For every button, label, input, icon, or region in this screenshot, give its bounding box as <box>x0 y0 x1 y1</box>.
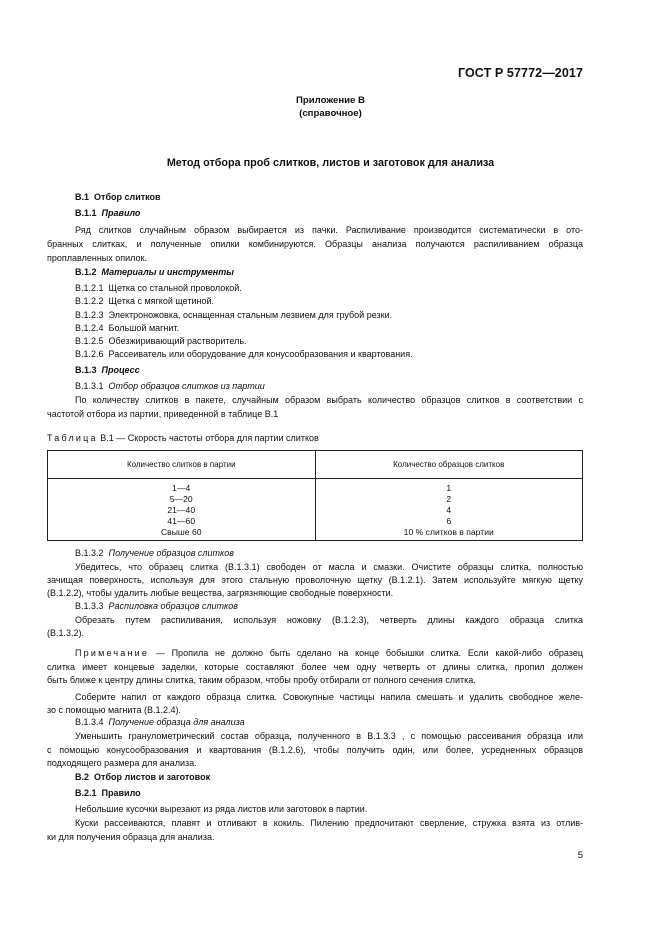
section-b21 <box>75 787 141 799</box>
section-title: Правило <box>101 788 141 798</box>
section-b11 <box>75 207 140 219</box>
tool-number: В.1.2.4 <box>75 323 104 333</box>
table-caption-text: В.1 — Скорость частоты отбора для партии слитков <box>100 433 319 443</box>
cell-value: 1 <box>446 483 452 493</box>
tool-text: Рассеиватель или оборудование для конусообразования и квартования. <box>108 349 413 359</box>
section-number: В.1.3.2 <box>75 548 104 558</box>
note-label: Примечание <box>75 648 150 658</box>
note-line: быть ближе к центру длины слитка, таким образом, чтобы пробу отбирали от полного сечения слитка. <box>47 675 476 685</box>
para-line: с помощью конусообразования и квартования (В.1.2.6), чтобы получить один, или более, усредненных образцов <box>47 745 583 755</box>
section-b133 <box>75 600 238 612</box>
cell-value: 10 % слитков в партии <box>403 527 494 537</box>
sampling-table <box>47 450 583 541</box>
section-b13 <box>75 364 140 376</box>
tool-item <box>75 295 214 307</box>
cell-value: 41—60 <box>167 516 196 526</box>
section-title: Процесс <box>101 365 140 375</box>
tool-number: В.1.2.2 <box>75 296 104 306</box>
para-line: Убедитесь, что образец слитка (В.1.3.1) свободен от масла и смазки. Очистите образцы слитка, полностью <box>75 562 583 572</box>
tool-text: Большой магнит. <box>108 323 180 333</box>
para-line: бранных слитках, и полученные опилки комбинируются. Образцы анализа получаются распиливанием образца <box>47 239 583 249</box>
para-line: Куски рассеиваются, плавят и отливают в кокиль. Пилению предпочитают сверление, стружка взята из отлив- <box>75 818 583 828</box>
tool-number: В.1.2.6 <box>75 349 104 359</box>
section-b12 <box>75 266 234 278</box>
para-line: Обрезать путем распиливания, используя ножовку (В.1.2.3), четверть длины каждого образца слитка <box>75 615 583 625</box>
section-number: B.1 <box>75 192 90 202</box>
section-title: Отбор слитков <box>94 192 161 202</box>
para-line: зачищая поверхность, используя для этого стальную проволочную щетку (В.1.2.1). Затем используйте мягкую щетку <box>47 575 583 585</box>
para-line: Соберите напил от каждого образца слитка. Совокупные частицы напила смешать и удалить свободное желе- <box>75 692 583 702</box>
note-text: — Пропила не должно быть сделано на конце бобышки слитка. Если какой-либо образец <box>155 648 583 658</box>
table-cell <box>315 479 583 541</box>
section-b134 <box>75 716 245 728</box>
table-caption <box>47 432 319 444</box>
tool-text: Электроножовка, оснащенная стальным лезвием для грубой резки. <box>108 310 393 320</box>
section-b132 <box>75 547 234 559</box>
section-number: В.1.3 <box>75 365 97 375</box>
table-cell <box>48 479 316 541</box>
section-number: В.1.3.4 <box>75 717 104 727</box>
annex-label: Приложение В <box>296 95 365 106</box>
section-b131 <box>75 380 265 392</box>
section-number: В.1.3.3 <box>75 601 104 611</box>
page-number: 5 <box>577 850 583 861</box>
para-line: Уменьшить гранулометрический состав образца, полученного в В.1.3.3 , с помощью рассеивания образца или <box>75 731 583 741</box>
table-row <box>48 479 583 541</box>
para-line: (В.1.3.2). <box>47 628 85 638</box>
table-header-cell: Количество образцов слитков <box>315 451 583 479</box>
para-line: ки для получения образца для анализа. <box>47 832 215 842</box>
cell-value: 21—40 <box>167 505 196 515</box>
tool-text: Щетка с мягкой щетиной. <box>108 296 215 306</box>
section-title: Правило <box>101 208 141 218</box>
section-number: В.2.1 <box>75 788 97 798</box>
page-title: Метод отбора проб слитков, листов и заготовок для анализа <box>166 157 495 169</box>
note-first-line <box>75 647 583 659</box>
para-line: По количеству слитков в пакете, случайным образом выбрать количество образцов слитков в соответствии с <box>75 395 583 405</box>
section-title: Отбор листов и заготовок <box>94 772 211 782</box>
para-line: зо с помощью магнита (В.1.2.4). <box>47 705 181 715</box>
cell-value: 6 <box>446 516 452 526</box>
table-header-cell: Количество слитков в партии <box>48 451 316 479</box>
section-b1 <box>75 191 161 203</box>
tool-item <box>75 282 242 294</box>
tool-number: В.1.2.3 <box>75 310 104 320</box>
section-title: Получение образцов слитков <box>108 548 234 558</box>
section-b2 <box>75 771 210 783</box>
section-number: В.1.1 <box>75 208 97 218</box>
section-title: Отбор образцов слитков из партии <box>108 381 265 391</box>
tool-number: В.1.2.5 <box>75 336 104 346</box>
para-line: (В.1.2.2), чтобы удалить любые вещества, загрязняющие свободные поверхности. <box>47 588 394 598</box>
cell-value: 4 <box>446 505 452 515</box>
section-title: Получение образца для анализа <box>108 717 245 727</box>
section-title: Распиловка образцов слитков <box>108 601 238 611</box>
cell-value: 5—20 <box>169 494 193 504</box>
table-caption-label: Таблица <box>47 433 98 443</box>
tool-item <box>75 348 413 360</box>
cell-value: 2 <box>446 494 452 504</box>
tool-text: Обезжиривающий растворитель. <box>108 336 247 346</box>
section-number: В.1.2 <box>75 267 97 277</box>
tool-item <box>75 335 247 347</box>
cell-value: 1—4 <box>172 483 191 493</box>
tool-text: Щетка со стальной проволокой. <box>108 283 242 293</box>
tool-item <box>75 322 179 334</box>
para-line: Ряд слитков случайным образом выбирается из пачки. Распиливание производится систематически в ото- <box>75 225 583 235</box>
tool-item <box>75 309 392 321</box>
section-number: В.1.3.1 <box>75 381 104 391</box>
para-line: частотой отбора из партии, приведенной в таблице В.1 <box>47 409 279 419</box>
tool-number: В.1.2.1 <box>75 283 104 293</box>
table-header-row <box>48 451 583 479</box>
para-line: проплавленных опилок. <box>47 253 147 263</box>
section-number: В.2 <box>75 772 90 782</box>
section-title: Материалы и инструменты <box>101 267 234 277</box>
para-line: Небольшие кусочки вырезают из ряда листов или заготовок в партии. <box>75 804 368 814</box>
para-line: подходящего размера для анализа. <box>47 758 197 768</box>
cell-value: Свыше 60 <box>160 527 202 537</box>
annex-type: (справочное) <box>299 108 362 119</box>
standard-code: ГОСТ Р 57772—2017 <box>457 66 583 80</box>
note-line: слитка имеет концевые заделки, которые составляют более чем одну четверть от длины слитка, пропил должен <box>47 662 583 672</box>
